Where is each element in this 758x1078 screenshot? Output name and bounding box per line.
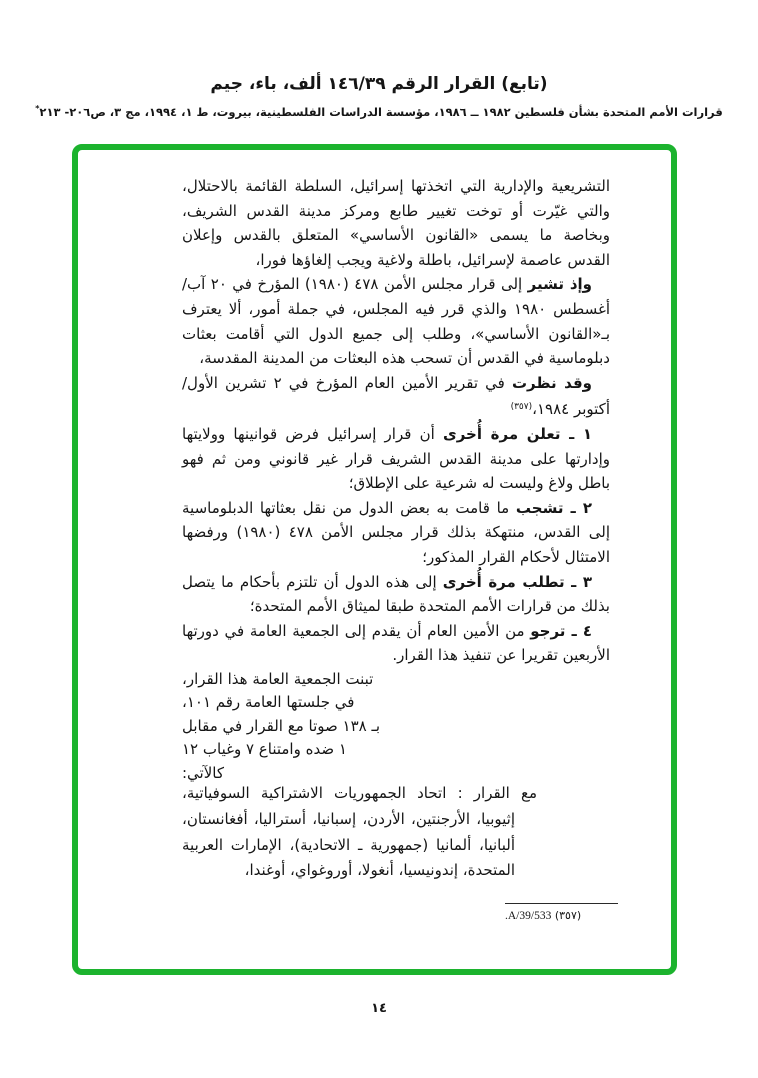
resolution-text — [182, 174, 610, 668]
vote-for-block — [182, 781, 537, 884]
paragraph-lead: ١ ـ تعلن مرة أُخرى — [442, 424, 593, 443]
paragraph-lead: ٢ ـ تشجب — [515, 498, 592, 517]
resolution-paragraph — [182, 570, 610, 619]
paragraph-text: إلى قرار مجلس الأمن ٤٧٨ (١٩٨٠) المؤرخ في ٢٠ آب/أغسطس ١٩٨٠ والذي قرر فيه المجلس، في جملة أمور، ألا يعترف بـ«القانون الأساسي»، وطلب إلى جميع الدول التي أقامت بعثات دبلوماسية في القدس أن تسحب هذه البعثات من المدينة المقدسة، — [182, 275, 610, 368]
footnote-text — [505, 904, 618, 922]
adoption-line: تبنت الجمعية العامة هذا القرار، — [182, 670, 374, 688]
footnote — [505, 903, 618, 922]
citation-text: قرارات الأمم المتحدة بشأن فلسطين ١٩٨٢ ــ ١٩٨٦، مؤسسة الدراسات الفلسطينية، بيروت، ط ١، ١٩٩٤، مج ٣، ص٢٠٦- ٢١٣ — [39, 104, 723, 119]
adoption-line: في جلستها العامة رقم ١٠١، — [182, 693, 355, 712]
adoption-note — [182, 668, 380, 785]
citation-line — [0, 104, 758, 119]
vote-for-label: مع القرار : — [457, 784, 538, 802]
footnote-document: A/39/533. — [505, 910, 552, 922]
paragraph-text: التشريعية والإدارية التي اتخذتها إسرائيل، السلطة القائمة بالاحتلال، والتي غيّرت أو توخت تغيير طابع ومركز مدينة القدس الشريف، وبخاصة ما يسمى «القانون الأساسي» المتعلق بالقدس وإعلان القدس عاصمة لإسرائيل، باطلة ولاغية ويجب إلغاؤها فورا، — [182, 177, 610, 269]
resolution-paragraph — [182, 422, 610, 496]
paragraph-text: من الأمين العام أن يقدم إلى الجمعية العامة في دورتها الأربعين تقريرا عن تنفيذ هذا القرار. — [182, 621, 610, 665]
vote-for-countries: اتحاد الجمهوريات الاشتراكية السوفياتية، إثيوبيا، الأرجنتين، الأردن، إسبانيا، أستراليا، أفغانستان، ألبانيا، ألمانيا (جمهورية ـ الاتحادية)، الإمارات العربية المتحدة، إندونيسيا، أنغولا، أوروغواي، أوغندا، — [182, 784, 515, 880]
paragraph-lead: ٣ ـ تطلب مرة أُخرى — [442, 572, 593, 591]
citation-footnote-mark: * — [35, 104, 40, 113]
resolution-paragraph — [182, 496, 610, 570]
footnote-reference: (٣٥٧) — [510, 402, 533, 413]
adoption-line: كالآتي: — [182, 763, 224, 782]
paragraph-text: إلى هذه الدول أن تلتزم بأحكام ما يتصل بذلك من قرارات الأمم المتحدة طبقا لميثاق الأمم المتحدة؛ — [182, 572, 610, 616]
continuation-title: (تابع) القرار الرقم ١٤٦/٣٩ ألف، باء، جيم — [210, 74, 548, 94]
adoption-line: بـ ١٣٨ صوتا مع القرار في مقابل — [182, 716, 381, 735]
footnote-ref: (٣٥٧) — [554, 909, 582, 922]
resolution-paragraph — [182, 619, 610, 668]
paragraph-text: في تقرير الأمين العام المؤرخ في ٢ تشرين الأول/أكتوبر ١٩٨٤، — [182, 373, 610, 419]
paragraph-lead: وقد نظرت — [511, 373, 592, 392]
resolution-paragraph — [182, 371, 610, 422]
paragraph-lead: وإذ تشير — [527, 275, 592, 294]
adoption-line: ١ ضده وامتناع ٧ وغياب ١٢ — [182, 740, 347, 759]
paragraph-lead: ٤ ـ ترجو — [530, 621, 592, 640]
paragraph-text: ما قامت به بعض الدول من نقل بعثاتها الدبلوماسية إلى القدس، منتهكة بذلك قرار مجلس الأمن ٤٧٨ (١٩٨٠) ورفضها الامتثال لأحكام القرار المذكور؛ — [182, 498, 610, 566]
resolution-paragraph — [182, 174, 610, 272]
page-number: ١٤ — [371, 1001, 387, 1016]
resolution-paragraph — [182, 272, 610, 370]
paragraph-text: أن قرار إسرائيل فرض قوانينها وولايتها وإدارتها على مدينة القدس الشريف قرار غير قانوني ومن ثم فهو باطل ولاغ وليست له شرعية على الإطلاق؛ — [182, 424, 610, 493]
